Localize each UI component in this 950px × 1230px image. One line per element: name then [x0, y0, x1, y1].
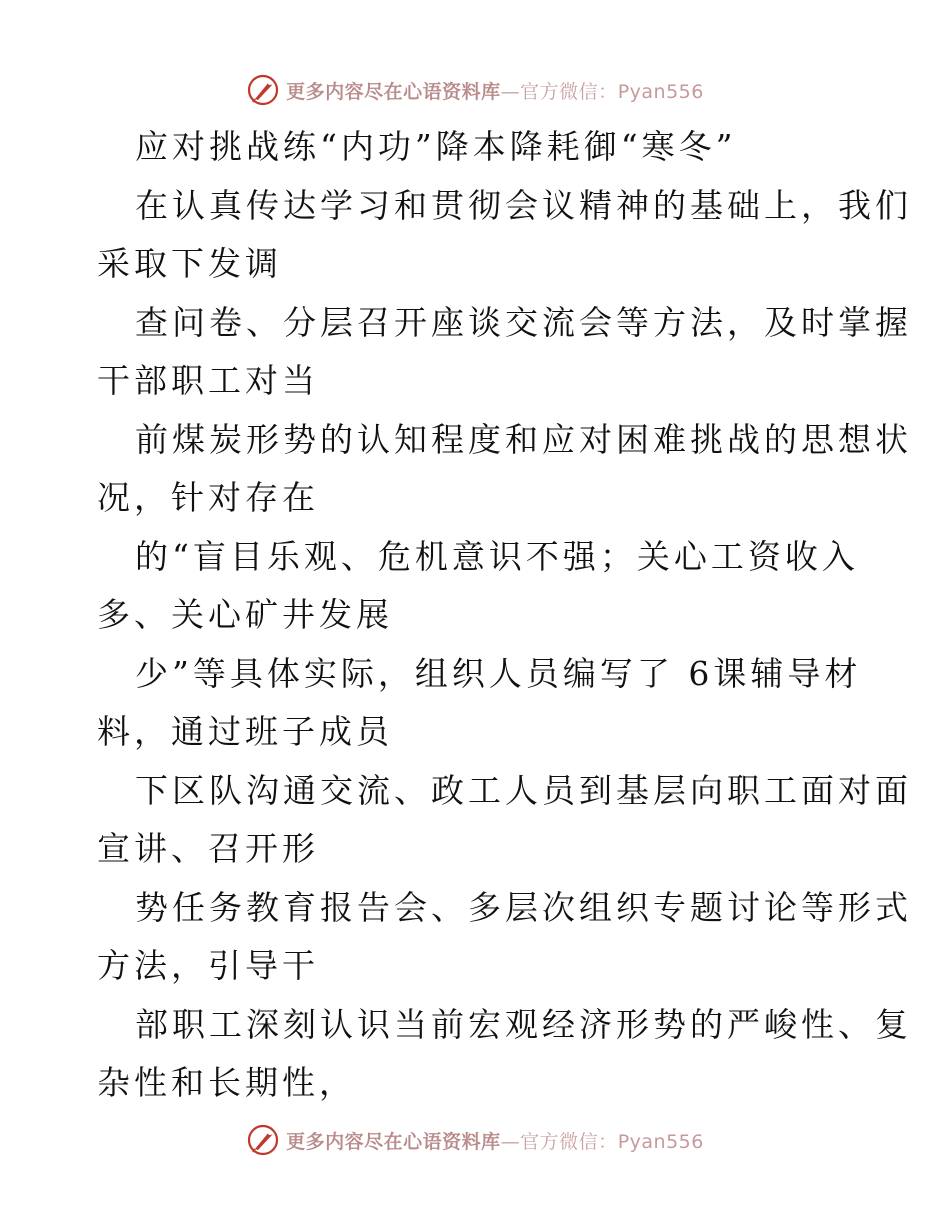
- watermark-label: 官方微信：: [520, 1130, 618, 1153]
- text-line: 部职工深刻认识当前宏观经济形势的严峻性、复: [135, 1004, 912, 1044]
- text-line: 势任务教育报告会、多层次组织专题讨论等形式: [135, 887, 912, 927]
- text-line: 在认真传达学习和贯彻会议精神的基础上，我们: [135, 185, 912, 225]
- text-line: 干部职工对当: [97, 361, 319, 400]
- header-watermark: [0, 70, 950, 110]
- text-line: 况，针对存在: [97, 478, 319, 517]
- text-line: 的“盲目乐观、危机意识不强；关心工资收入: [135, 536, 859, 576]
- document-title: 应对挑战练“内功”降本降耗御“寒冬”: [135, 127, 737, 166]
- text-line: 料，通过班子成员: [97, 712, 393, 751]
- watermark-account: Pyan556: [617, 80, 704, 103]
- text-line: 宣讲、召开形: [97, 829, 319, 868]
- text-line: 少”等具体实际，组织人员编写了 6课辅导材: [135, 653, 862, 693]
- text-line: 杂性和长期性，: [97, 1063, 356, 1102]
- watermark-account: Pyan556: [617, 1130, 704, 1153]
- watermark-separator: —: [500, 1130, 521, 1153]
- watermark-text: [286, 77, 704, 104]
- watermark-text: [286, 1127, 704, 1154]
- watermark-separator: —: [500, 80, 521, 103]
- watermark-highlight: 更多内容尽在心语资料库: [286, 80, 501, 103]
- text-line: 前煤炭形势的认知程度和应对困难挑战的思想状: [135, 419, 912, 459]
- quill-pen-logo-icon: [246, 1123, 280, 1157]
- text-line: 查问卷、分层召开座谈交流会等方法，及时掌握: [135, 302, 912, 342]
- document-body: [97, 118, 912, 1113]
- watermark-label: 官方微信：: [520, 80, 618, 103]
- text-line: 采取下发调: [97, 244, 282, 283]
- watermark-highlight: 更多内容尽在心语资料库: [286, 1130, 501, 1153]
- quill-pen-logo-icon: [246, 73, 280, 107]
- text-line: 下区队沟通交流、政工人员到基层向职工面对面: [135, 770, 912, 810]
- text-line: 多、关心矿井发展: [97, 595, 393, 634]
- text-line: 方法，引导干: [97, 946, 319, 985]
- footer-watermark: [0, 1120, 950, 1160]
